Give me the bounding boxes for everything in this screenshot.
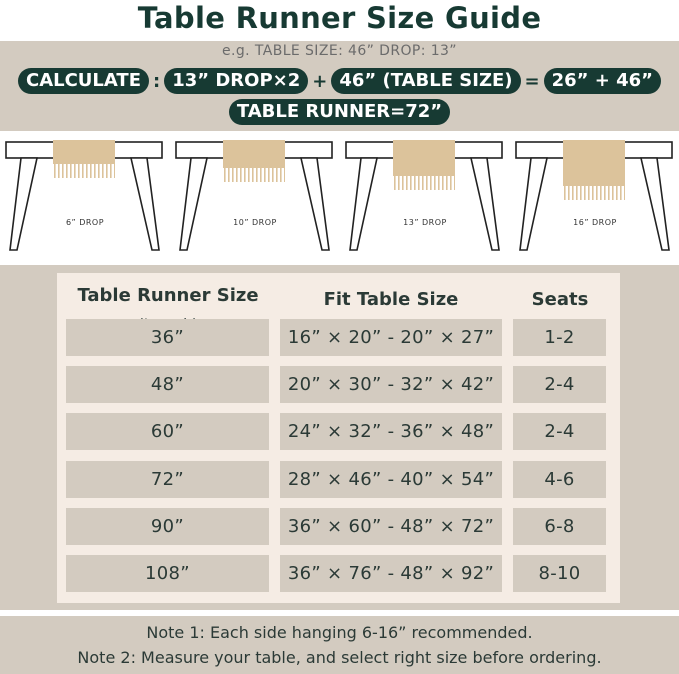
seats-cell: 2-4 bbox=[513, 366, 606, 403]
calculation-panel bbox=[0, 41, 679, 131]
colon-symbol: : bbox=[153, 70, 161, 92]
seats-cell: 4-6 bbox=[513, 461, 606, 498]
runner-size-cell: 72” bbox=[66, 461, 269, 498]
runner-size-cell: 48” bbox=[66, 366, 269, 403]
table-with-runner-icon bbox=[5, 140, 165, 252]
table-illustration-16-drop bbox=[515, 140, 675, 252]
equals-symbol: = bbox=[524, 70, 540, 92]
runner-size-cell: 108” bbox=[66, 555, 269, 592]
table-runner-result: TABLE RUNNER=72” bbox=[229, 99, 450, 125]
seats-cell: 8-10 bbox=[513, 555, 606, 592]
runner-size-cell: 90” bbox=[66, 508, 269, 545]
seats-cell: 2-4 bbox=[513, 413, 606, 450]
size-table bbox=[57, 273, 620, 603]
runner-size-cell: 36” bbox=[66, 319, 269, 356]
notes-panel bbox=[0, 616, 679, 674]
seats-cell: 1-2 bbox=[513, 319, 606, 356]
header-runner-size-label: Table Runner Size bbox=[77, 285, 259, 306]
fit-table-cell: 24” × 32” - 36” × 48” bbox=[280, 413, 502, 450]
table-illustration-10-drop bbox=[175, 140, 335, 252]
result-row bbox=[0, 99, 679, 127]
calculate-label: CALCULATE bbox=[18, 68, 149, 94]
calculation-formula bbox=[0, 67, 679, 95]
drop-label: 6” DROP bbox=[65, 218, 105, 227]
header-fit-table-size: Fit Table Size bbox=[323, 289, 459, 310]
sum-term: 26” + 46” bbox=[544, 68, 661, 94]
plus-symbol: + bbox=[312, 70, 328, 92]
fit-table-cell: 36” × 60” - 48” × 72” bbox=[280, 508, 502, 545]
seats-cell: 6-8 bbox=[513, 508, 606, 545]
table-illustration-6-drop bbox=[5, 140, 165, 252]
drop-term: 13” DROP×2 bbox=[164, 68, 308, 94]
fit-table-cell: 20” × 30” - 32” × 42” bbox=[280, 366, 502, 403]
table-with-runner-icon bbox=[175, 140, 335, 252]
page-title: Table Runner Size Guide bbox=[137, 1, 542, 35]
size-table-panel bbox=[0, 265, 679, 610]
drop-label: 16” DROP bbox=[573, 218, 617, 227]
note-1: Note 1: Each side hanging 6-16” recommended. bbox=[146, 623, 533, 642]
fit-table-cell: 16” × 20” - 20” × 27” bbox=[280, 319, 502, 356]
table-size-term: 46” (TABLE SIZE) bbox=[331, 68, 520, 94]
note-2: Note 2: Measure your table, and select right size before ordering. bbox=[77, 648, 602, 667]
table-illustration-13-drop bbox=[345, 140, 505, 252]
table-with-runner-icon bbox=[345, 140, 505, 252]
header-seats: Seats bbox=[531, 289, 589, 310]
fit-table-cell: 36” × 76” - 48” × 92” bbox=[280, 555, 502, 592]
table-with-runner-icon bbox=[515, 140, 675, 252]
fit-table-cell: 28” × 46” - 40” × 54” bbox=[280, 461, 502, 498]
drop-illustrations bbox=[0, 135, 679, 257]
example-text: e.g. TABLE SIZE: 46” DROP: 13” bbox=[222, 43, 457, 59]
drop-label: 10” DROP bbox=[233, 218, 277, 227]
runner-size-cell: 60” bbox=[66, 413, 269, 450]
header-runner-size bbox=[65, 285, 271, 306]
drop-label: 13” DROP bbox=[403, 218, 447, 227]
